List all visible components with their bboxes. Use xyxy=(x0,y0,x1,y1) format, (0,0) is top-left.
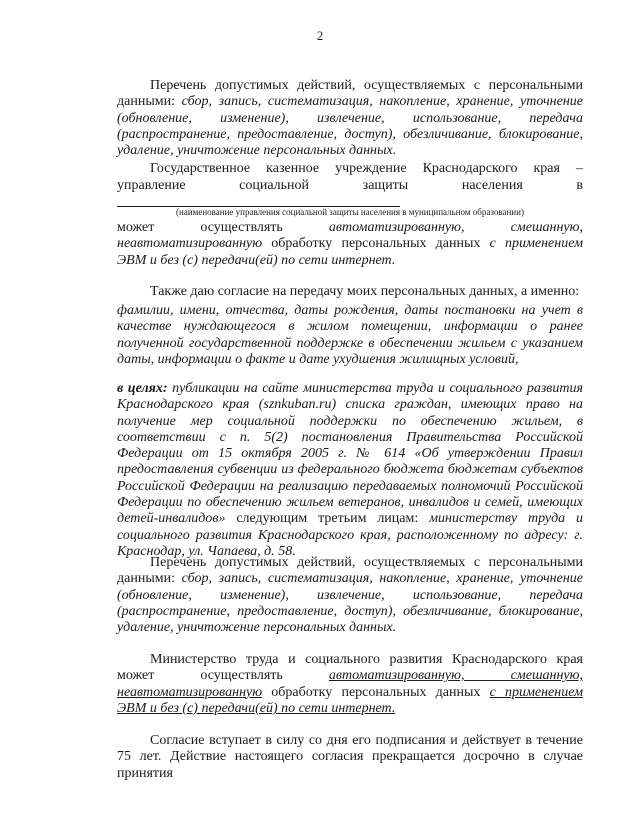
actions-paragraph-2 xyxy=(117,555,583,636)
processing-paragraph-1 xyxy=(117,220,583,269)
institution-fill-line xyxy=(117,194,400,207)
actions-intro-1: Перечень допустимых действий, осуществляемых с персональными данными: xyxy=(117,78,583,110)
institution-paragraph xyxy=(117,160,583,212)
third-party-name: министерству труда и социального развития Краснодарского края, расположенному по адресу: г. Краснодар, ул. Чапаева, д. 58. xyxy=(117,511,584,559)
processing-mid-1: обработку персональных данных xyxy=(271,236,481,252)
institution-text: Государственное казенное учреждение Краснодарского края – управление социальной защиты населения в xyxy=(117,161,583,193)
purpose-label: в целях: xyxy=(117,381,168,396)
processing-tail-2: с применением ЭВМ и без (с) передачи(ей) по сети интернет. xyxy=(117,684,584,716)
page-number: 2 xyxy=(316,28,324,43)
ministry-text: Министерство труда и социального развития Краснодарского края может осуществлять xyxy=(117,652,583,684)
may-text-1: может осуществлять xyxy=(117,220,283,235)
institution-caption: (наименование управления социальной защиты населения в муниципальном образовании) xyxy=(176,207,524,217)
processing-tail-1: с применением ЭВМ и без (с) передачи(ей) по сети интернет. xyxy=(117,236,584,268)
processing-mid-2: обработку персональных данных xyxy=(271,684,481,700)
actions-list-2: сбор, запись, систематизация, накопление, хранение, уточнение (обновление, изменение), извлечение, использование, передача (распространение, предоставление, доступ), обезличивание, блокирование, удаление, уничтожение персональных данных. xyxy=(117,571,583,636)
data-list: фамилии, имени, отчества, даты рождения, даты постановки на учет в качестве нуждающегося в жилом помещении, информации о ранее полученной государственной поддержке в обеспечении жильем с указанием даты, информации о факте и дате ухудшения жилищных условий, xyxy=(117,303,583,367)
validity-paragraph xyxy=(117,733,583,782)
purpose-text: публикации на сайте министерства труда и социального развития Краснодарского края (sznkuban.ru) списка граждан, имеющих право на получение мер социальной поддержки по обеспечению жильем, в соответствии с п. 5(2) постановления Правительства Российской Федерации от 15 октября 2005 г. № 614 «Об утверждении Правил предоставления субвенции из федерального бюджета бюджетам субъектов Российской Федерации на реализацию передаваемых полномочий Российской Федерации по обеспечению жильем ветеранов, инвалидов и семей, имеющих детей-инвалидов» xyxy=(117,381,583,527)
data-list-paragraph xyxy=(117,303,583,368)
processing-method-2: автоматизированную, смешанную, неавтоматизированную xyxy=(117,668,583,700)
actions-paragraph-1 xyxy=(117,78,583,159)
validity-text: Согласие вступает в силу со дня его подписания и действует в течение 75 лет. Действие настоящего согласия прекращается досрочно в случае принятия xyxy=(117,733,583,781)
actions-list-1: сбор, запись, систематизация, накопление, хранение, уточнение (обновление, изменение), извлечение, использование, передача (распространение, предоставление, доступ), обезличивание, блокирование, удаление, уничтожение персональных данных. xyxy=(117,94,583,159)
transfer-intro: Также даю согласие на передачу моих персональных данных, а именно: xyxy=(150,284,580,299)
ministry-paragraph xyxy=(117,652,583,717)
processing-method-1: автоматизированную, смешанную, неавтоматизированную xyxy=(117,220,583,252)
actions-intro-2: Перечень допустимых действий, осуществляемых с персональными данными: xyxy=(117,555,583,587)
third-party-text: следующим третьим лицам: xyxy=(236,511,419,527)
transfer-intro-paragraph xyxy=(117,284,583,300)
purpose-paragraph xyxy=(117,381,583,560)
